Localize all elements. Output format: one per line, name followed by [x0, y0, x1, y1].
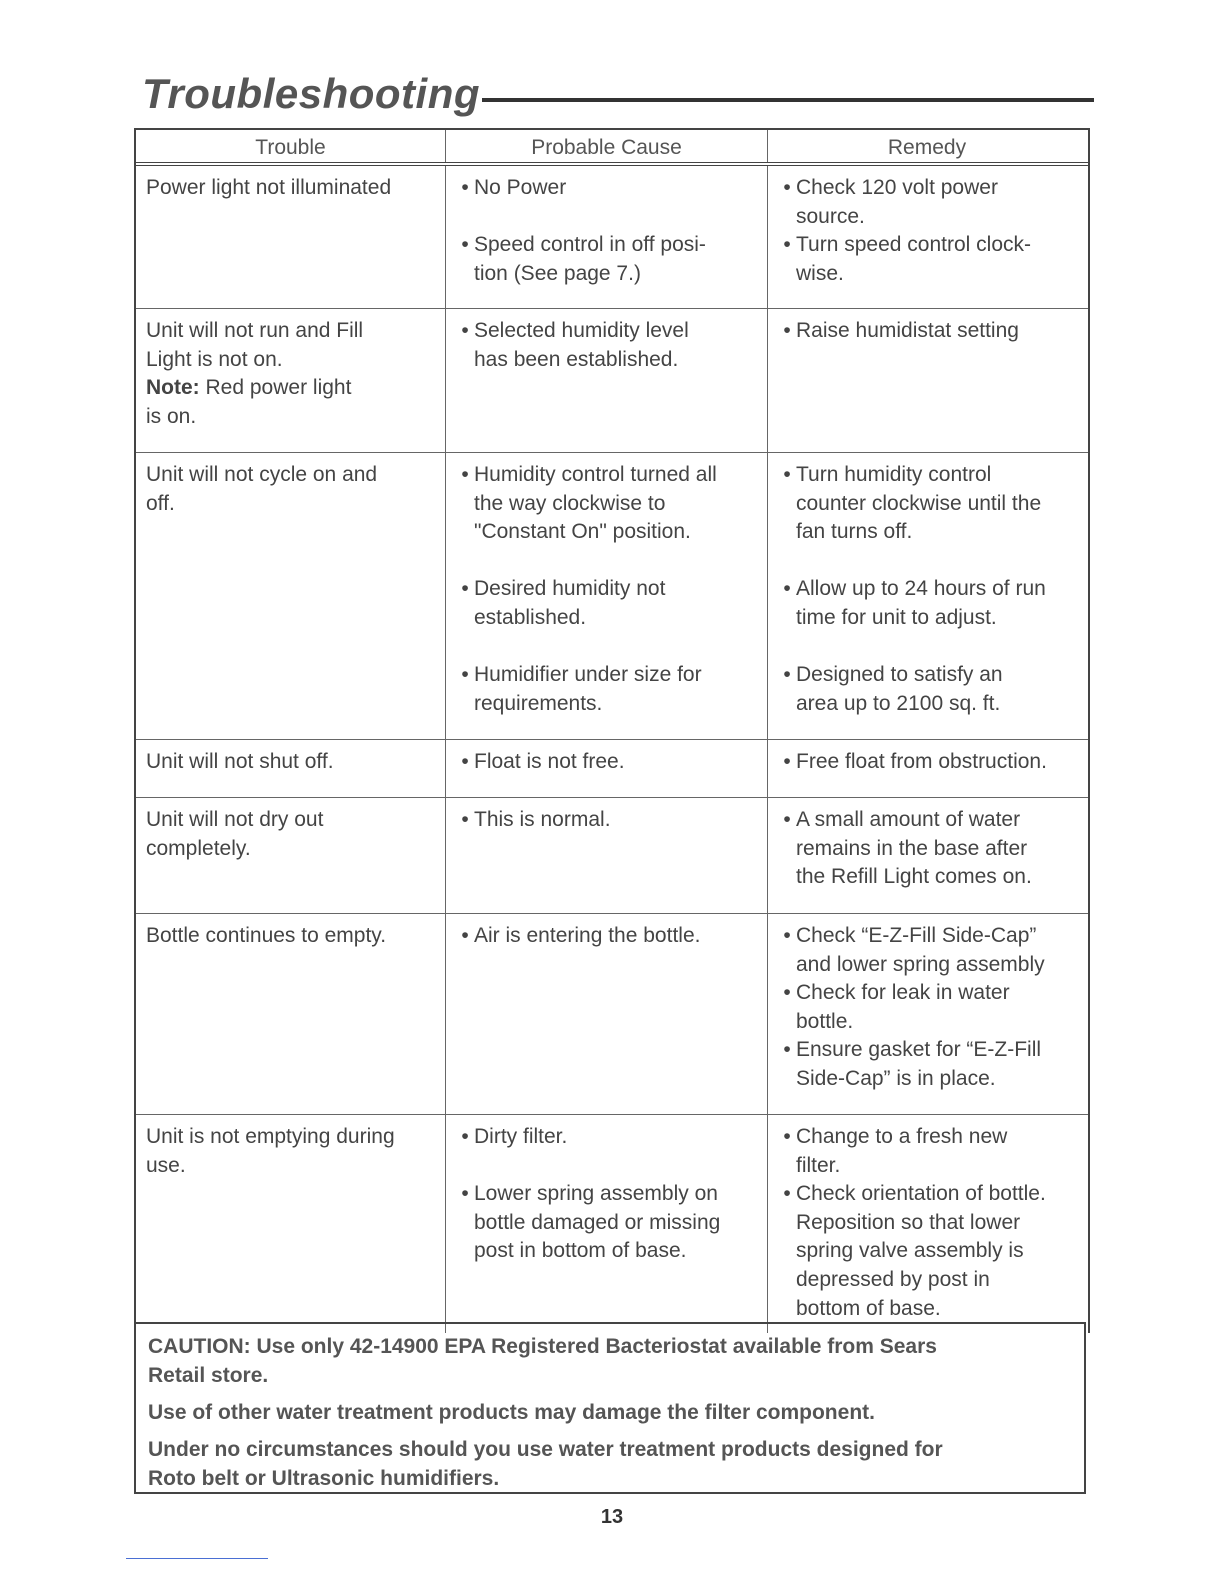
cause-line: post in bottom of base.	[474, 1239, 687, 1263]
remedy-cell	[768, 798, 1086, 913]
bullet-icon: •	[461, 750, 469, 773]
note-text: is on.	[146, 404, 197, 428]
bullet-icon: •	[783, 319, 791, 342]
trouble-cell	[136, 166, 446, 308]
cause-item	[456, 922, 761, 951]
cause-item	[456, 575, 761, 632]
bullet-icon: •	[783, 981, 791, 1005]
trouble-cell	[136, 740, 446, 797]
remedy-line: spring valve assembly is	[796, 1239, 1024, 1263]
header-trouble: Trouble	[136, 130, 446, 162]
trouble-cell	[136, 1115, 446, 1333]
header-remedy: Remedy	[887, 136, 967, 159]
trouble-note	[146, 374, 439, 403]
cause-cell	[446, 914, 768, 1114]
bullet-icon: •	[461, 176, 469, 199]
trouble-text: Unit will not shut off.	[146, 750, 334, 773]
cause-item	[456, 661, 761, 718]
remedy-item	[778, 1180, 1080, 1323]
table-row	[136, 740, 1088, 798]
bullet-icon: •	[461, 1182, 469, 1206]
trouble-text: off.	[146, 491, 175, 515]
cause-line: has been established.	[474, 347, 679, 371]
caution-line: Retail store.	[148, 1364, 269, 1387]
remedy-cell	[768, 453, 1086, 739]
trouble-text: Light is not on.	[146, 347, 283, 371]
page-number: 13	[600, 1506, 624, 1528]
cause-line: Selected humidity level	[474, 319, 689, 342]
remedy-line: fan turns off.	[796, 520, 913, 544]
cause-cell	[446, 309, 768, 452]
table-header	[136, 130, 1088, 166]
cause-line: Humidifier under size for	[474, 663, 702, 687]
cause-line: established.	[474, 605, 587, 629]
bullet-icon: •	[461, 463, 469, 486]
bullet-icon: •	[783, 233, 791, 257]
page-title: Troubleshooting	[142, 70, 481, 117]
cause-line: bottle damaged or missing	[474, 1210, 721, 1234]
table-row	[136, 798, 1088, 914]
trouble-text: completely.	[146, 836, 251, 860]
cause-item	[456, 317, 761, 374]
remedy-item	[778, 922, 1080, 979]
bullet-icon: •	[461, 924, 469, 947]
bullet-icon: •	[783, 176, 791, 199]
bullet-icon: •	[461, 577, 469, 601]
trouble-text: Power light not illuminated	[146, 176, 392, 199]
table-row	[136, 309, 1088, 453]
bullet-icon: •	[461, 1125, 469, 1148]
bullet-icon: •	[783, 924, 791, 947]
remedy-line: Check “E-Z-Fill Side-Cap”	[796, 924, 1037, 947]
cause-cell	[446, 166, 768, 308]
cause-line: "Constant On" position.	[474, 520, 691, 544]
note-text: Red power light	[205, 376, 352, 400]
remedy-line: Side-Cap” is in place.	[796, 1066, 996, 1090]
cause-line: tion (See page 7.)	[474, 261, 641, 285]
remedy-line: Check orientation of bottle.	[796, 1182, 1046, 1206]
remedy-item	[778, 1123, 1080, 1180]
remedy-line: depressed by post in	[796, 1267, 990, 1291]
remedy-line: bottom of base.	[796, 1296, 941, 1320]
remedy-line: bottle.	[796, 1009, 854, 1033]
remedy-line: Designed to satisfy an	[796, 663, 1003, 687]
cause-item	[456, 174, 761, 203]
cause-line: Desired humidity not	[474, 577, 666, 601]
caution-line: Under no circumstances should you use water treatment products designed for	[148, 1438, 943, 1461]
caution-text: Use of other water treatment products may damage the filter component.	[148, 1401, 875, 1424]
title-rule	[482, 98, 1094, 102]
trouble-text: Bottle continues to empty.	[146, 924, 387, 947]
trouble-cell	[136, 453, 446, 739]
remedy-line: Check for leak in water	[796, 981, 1010, 1005]
bullet-icon: •	[461, 663, 469, 687]
table-row	[136, 914, 1088, 1115]
cause-line: requirements.	[474, 691, 603, 715]
remedy-cell	[768, 166, 1086, 308]
bullet-icon: •	[783, 577, 791, 601]
bullet-icon: •	[783, 808, 791, 831]
remedy-cell	[768, 1115, 1086, 1333]
remedy-line: wise.	[796, 261, 844, 285]
remedy-cell	[768, 914, 1086, 1114]
cause-item	[456, 1123, 761, 1152]
table-row	[136, 166, 1088, 309]
remedy-line: Free float from obstruction.	[796, 750, 1047, 773]
table-row	[136, 453, 1088, 740]
remedy-item	[778, 806, 1080, 892]
bullet-icon: •	[783, 1038, 791, 1062]
remedy-cell	[768, 309, 1086, 452]
remedy-line: time for unit to adjust.	[796, 605, 997, 629]
note-label: Note:	[146, 376, 200, 400]
remedy-line: Reposition so that lower	[796, 1210, 1021, 1234]
cause-line: This is normal.	[474, 808, 611, 831]
remedy-line: and lower spring assembly	[796, 952, 1045, 976]
remedy-item	[778, 174, 1080, 231]
bullet-icon: •	[783, 1182, 791, 1206]
cause-item	[456, 231, 761, 288]
cause-cell	[446, 798, 768, 913]
table-row	[136, 1115, 1088, 1333]
cause-line: Speed control in off posi-	[474, 233, 706, 257]
cause-item	[456, 806, 761, 835]
remedy-line: Ensure gasket for “E-Z-Fill	[796, 1038, 1042, 1062]
page-header	[142, 70, 1094, 130]
bullet-icon: •	[461, 319, 469, 342]
cause-line: Float is not free.	[474, 750, 625, 773]
trouble-cell	[136, 798, 446, 913]
caution-line: CAUTION: Use only 42-14900 EPA Registered Bacteriostat available from Sears	[148, 1335, 937, 1358]
trouble-text: Unit will not cycle on and	[146, 463, 378, 486]
cause-line: the way clockwise to	[474, 491, 666, 515]
bullet-icon: •	[783, 463, 791, 486]
trouble-cell	[136, 309, 446, 452]
trouble-text: Unit will not run and Fill	[146, 319, 364, 342]
remedy-item	[778, 575, 1080, 632]
bullet-icon: •	[783, 750, 791, 773]
remedy-line: area up to 2100 sq. ft.	[796, 691, 1001, 715]
caution-box	[134, 1322, 1086, 1494]
header-probable-cause: Probable Cause	[446, 130, 768, 162]
cause-line: No Power	[474, 176, 567, 199]
remedy-line: filter.	[796, 1153, 841, 1177]
remedy-line: source.	[796, 204, 865, 228]
cause-cell	[446, 1115, 768, 1333]
remedy-line: Turn speed control clock-	[796, 233, 1031, 257]
cause-cell	[446, 453, 768, 739]
remedy-item	[778, 1036, 1080, 1093]
remedy-item	[778, 231, 1080, 288]
caution-text	[148, 1435, 1074, 1493]
cause-line: Dirty filter.	[474, 1125, 568, 1148]
remedy-line: Allow up to 24 hours of run	[796, 577, 1046, 601]
footer-rule	[126, 1558, 268, 1559]
remedy-item	[778, 979, 1080, 1036]
cause-cell	[446, 740, 768, 797]
remedy-line: remains in the base after	[796, 836, 1028, 860]
remedy-line: Raise humidistat setting	[796, 319, 1019, 342]
remedy-line: A small amount of water	[796, 808, 1021, 831]
bullet-icon: •	[461, 233, 469, 257]
remedy-item	[778, 661, 1080, 718]
remedy-item	[778, 748, 1080, 777]
remedy-line: Check 120 volt power	[796, 176, 998, 199]
cause-item	[456, 1180, 761, 1266]
cause-line: Humidity control turned all	[474, 463, 717, 486]
trouble-text: Unit will not dry out	[146, 808, 324, 831]
remedy-line: the Refill Light comes on.	[796, 865, 1032, 889]
remedy-line: counter clockwise until the	[796, 491, 1042, 515]
caution-text	[148, 1332, 1074, 1390]
remedy-cell	[768, 740, 1086, 797]
bullet-icon: •	[783, 1125, 791, 1148]
cause-line: Air is entering the bottle.	[474, 924, 701, 947]
remedy-line: Change to a fresh new	[796, 1125, 1008, 1148]
bullet-icon: •	[461, 808, 469, 831]
bullet-icon: •	[783, 663, 791, 687]
remedy-item	[778, 317, 1080, 346]
cause-item	[456, 461, 761, 547]
remedy-item	[778, 461, 1080, 547]
cause-item	[456, 748, 761, 777]
caution-line: Roto belt or Ultrasonic humidifiers.	[148, 1467, 500, 1490]
remedy-line: Turn humidity control	[796, 463, 992, 486]
trouble-cell	[136, 914, 446, 1114]
trouble-text: Unit is not emptying during	[146, 1125, 395, 1148]
troubleshooting-table	[134, 128, 1090, 1333]
cause-line: Lower spring assembly on	[474, 1182, 718, 1206]
trouble-text: use.	[146, 1153, 186, 1177]
